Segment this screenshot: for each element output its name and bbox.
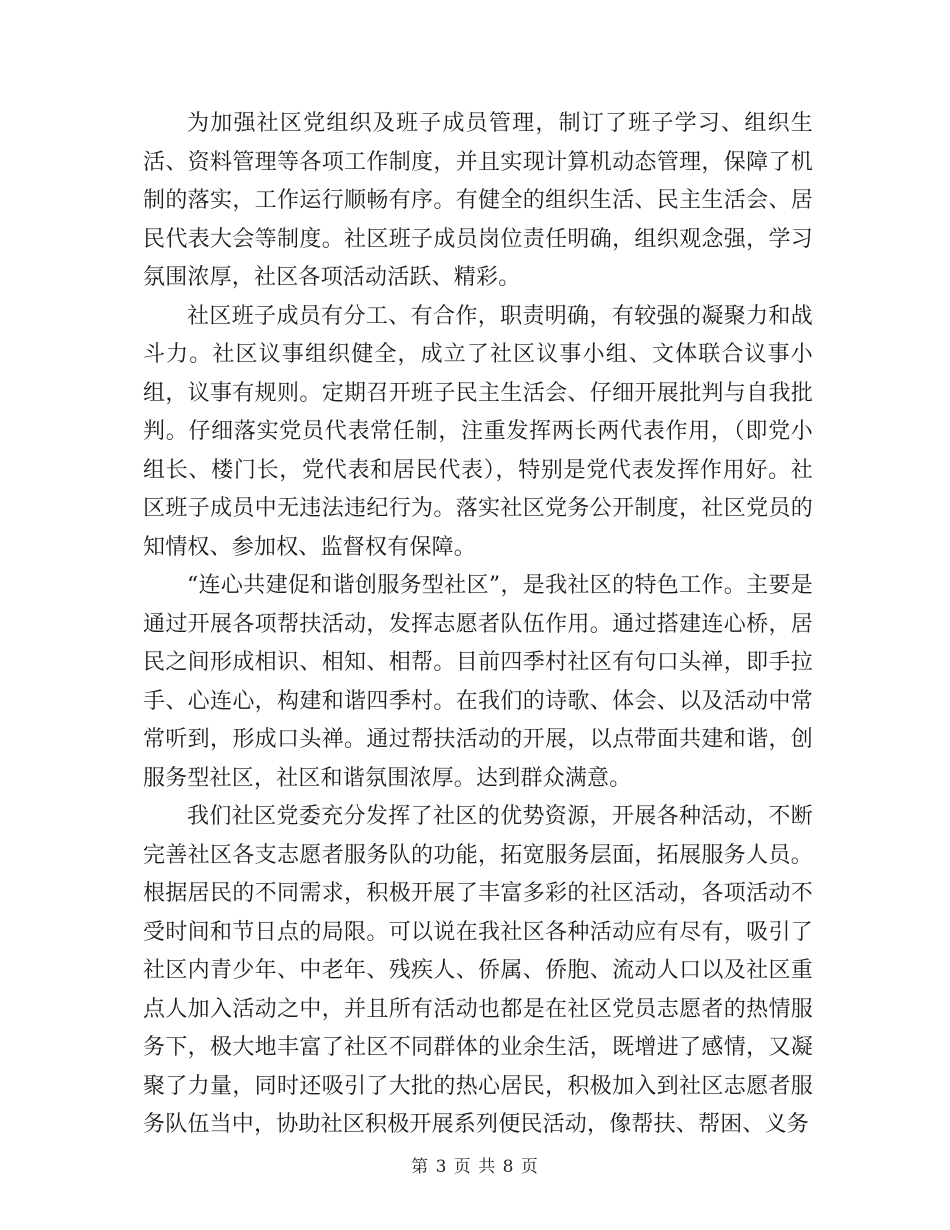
paragraph-1: 为加强社区党组织及班子成员管理，制订了班子学习、组织生活、资料管理等各项工作制度，并且实现计算机动态管理，保障了机制的落实，工作运行顺畅有序。有健全的组织生活、民主生活会、居民代表大会等制度。社区班子成员岗位责任明确，组织观念强，学习氛围浓厚，社区各项活动活跃、精彩。 [143,111,813,290]
paragraph-3: “连心共建促和谐创服务型社区”，是我社区的特色工作。主要是通过开展各项帮扶活动，发挥志愿者队伍作用。通过搭建连心桥，居民之间形成相识、相知、相帮。目前四季村社区有句口头禅，即手拉手、心连心，构建和谐四季村。在我们的诗歌、体会、以及活动中常常听到，形成口头禅。通过帮扶活动的开展，以点带面共建和谐，创服务型社区，社区和谐氛围浓厚。达到群众满意。 [143,573,813,791]
paragraph-2: 社区班子成员有分工、有合作，职责明确，有较强的凝聚力和战斗力。社区议事组织健全，成立了社区议事小组、文体联合议事小组，议事有规则。定期召开班子民主生活会、仔细开展批判与自我批判。仔细落实党员代表常任制，注重发挥两长两代表作用，（即党小组长、楼门长，党代表和居民代表），特别是党代表发挥作用好。社区班子成员中无违法违纪行为。落实社区党务公开制度，社区党员的知情权、参加权、监督权有保障。 [143,303,813,560]
paragraph-4: 我们社区党委充分发挥了社区的优势资源，开展各种活动，不断完善社区各支志愿者服务队的功能，拓宽服务层面，拓展服务人员。根据居民的不同需求，积极开展了丰富多彩的社区活动，各项活动不受时间和节日点的局限。可以说在我社区各种活动应有尽有，吸引了社区内青少年、中老年、残疾人、侨属、侨胞、流动人口以及社区重点人加入活动之中，并且所有活动也都是在社区党员志愿者的热情服务下，极大地丰富了社区不同群体的业余生活，既增进了感情，又凝聚了力量，同时还吸引了大批的热心居民，积极加入到社区志愿者服务队伍当中，协助社区积极开展系列便民活动，像帮扶、帮困、义务 [143,804,813,1137]
page-number-footer: 第 3 页 共 8 页 [411,1157,539,1177]
document-body [143,105,813,1145]
